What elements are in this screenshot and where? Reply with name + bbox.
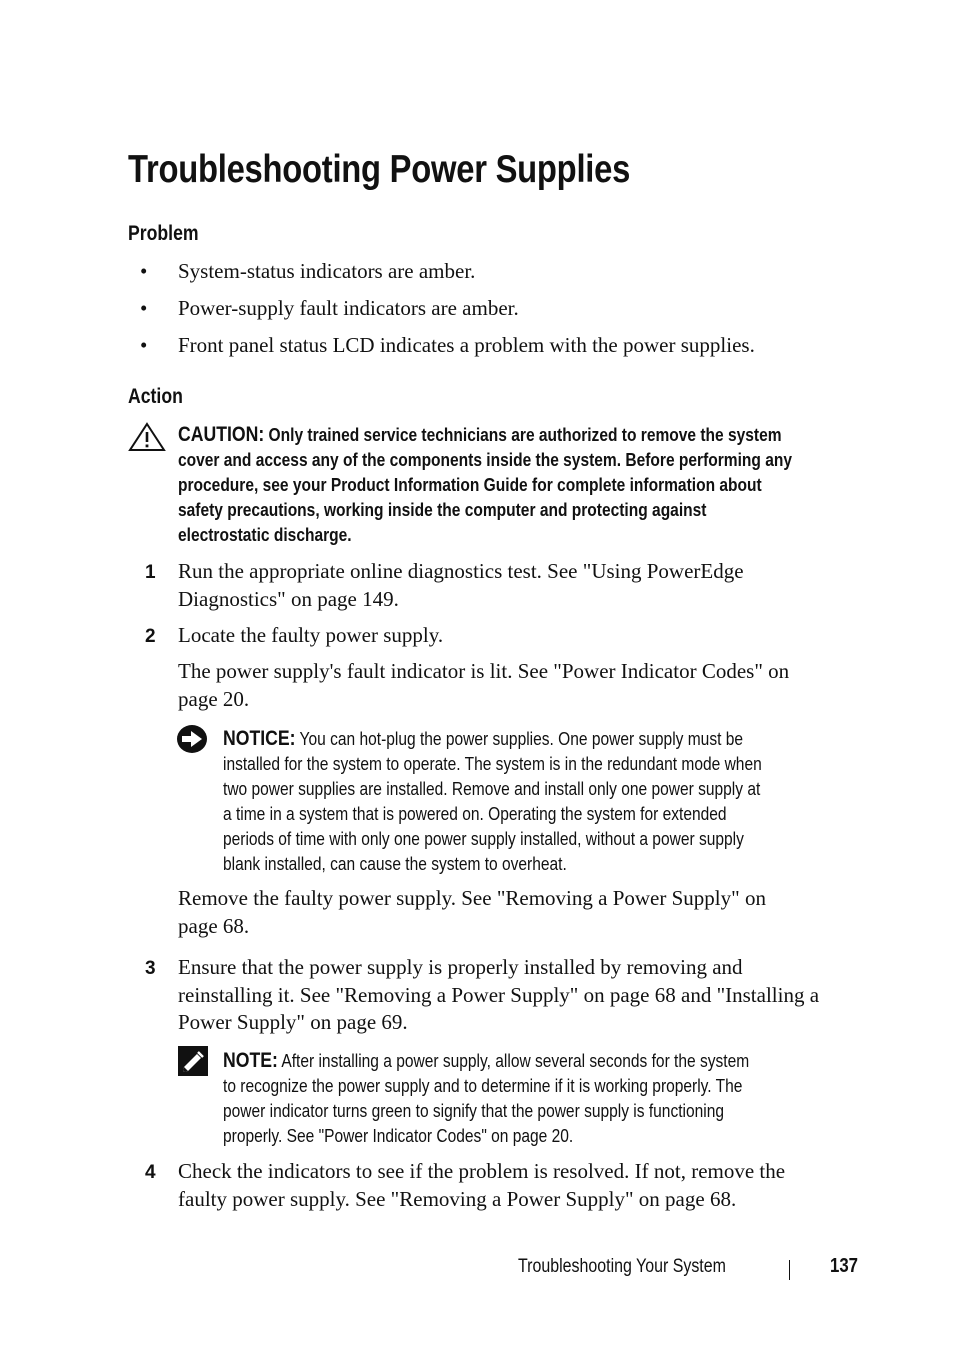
problem-heading: Problem bbox=[128, 222, 199, 245]
list-item: • Front panel status LCD indicates a problem with the power supplies. bbox=[140, 330, 860, 367]
bullet-icon: • bbox=[140, 333, 148, 357]
page-title: Troubleshooting Power Supplies bbox=[128, 148, 631, 191]
step-4-text: Check the indicators to see if the problem is resolved. If not, remove the faulty power supply. See "Removing a Power Supply" on page 68. bbox=[178, 1159, 786, 1211]
action-heading: Action bbox=[128, 385, 183, 408]
caution-label: CAUTION: bbox=[178, 423, 265, 446]
list-item: • Power-supply fault indicators are amber. bbox=[140, 293, 860, 330]
step-1-text: Run the appropriate online diagnostics test. See "Using PowerEdge Diagnostics" on page 149. bbox=[178, 559, 744, 611]
page-number: 137 bbox=[830, 1255, 859, 1277]
step-number: 2 bbox=[145, 626, 156, 647]
notice-arrow-icon bbox=[176, 724, 208, 754]
bullet-icon: • bbox=[140, 296, 148, 320]
warning-triangle-icon bbox=[128, 422, 166, 452]
step-number: 4 bbox=[145, 1162, 156, 1183]
caution-block: CAUTION: Only trained service technicians are authorized to remove the system cover and access any of the components inside the system. Before performing any procedure, see your Product Information Guide for complete information about safety precautions, working inside the computer and protecting against electrostatic discharge. bbox=[178, 423, 793, 545]
notice-block: NOTICE: You can hot-plug the power supplies. One power supply must be installed for the system to operate. The system is in the redundant mode when two power supplies are installed. Remove and install only one power supply at a time in a system that is powered on. Operating the system for extended periods of time with only one power supply installed, without a power supply blank installed, can cause the system to overheat. bbox=[223, 727, 762, 874]
note-label: NOTE: bbox=[223, 1049, 278, 1072]
step-number: 1 bbox=[145, 562, 156, 583]
footer-section-title: Troubleshooting Your System bbox=[518, 1256, 726, 1277]
bullet-icon: • bbox=[140, 259, 148, 283]
problem-list bbox=[140, 256, 860, 367]
notice-label: NOTICE: bbox=[223, 727, 296, 750]
footer-divider bbox=[789, 1260, 790, 1280]
step-2-text: Locate the faulty power supply. bbox=[178, 623, 444, 647]
step-2-detail: The power supply's fault indicator is lit. See "Power Indicator Codes" on page 20. bbox=[178, 659, 790, 711]
note-pencil-icon bbox=[178, 1046, 208, 1076]
step-3-text: Ensure that the power supply is properly installed by removing and reinstalling it. See "Removing a Power Supply" on page 68 and "Installing a Power Supply" on page 69. bbox=[178, 955, 820, 1034]
note-block: NOTE: After installing a power supply, allow several seconds for the system to recognize the power supply and to determine if it is working properly. The power indicator turns green to signify that the power supply is functioning properly. See "Power Indicator Codes" on page 20. bbox=[223, 1049, 750, 1146]
step-number: 3 bbox=[145, 958, 156, 979]
list-item: • System-status indicators are amber. bbox=[140, 256, 860, 293]
step-2-remove-text: Remove the faulty power supply. See "Removing a Power Supply" on page 68. bbox=[178, 886, 766, 938]
